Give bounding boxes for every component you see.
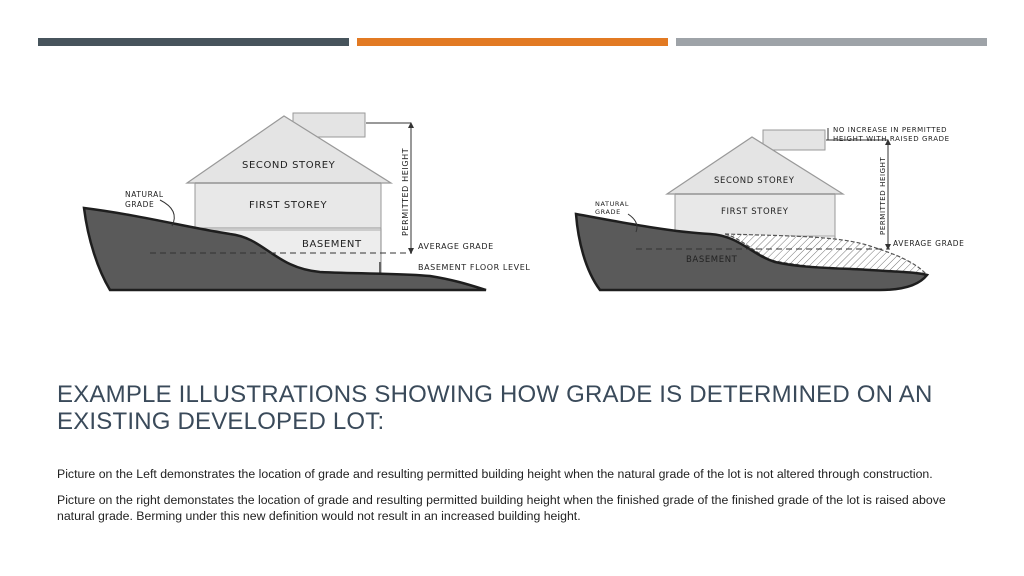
right-natural-grade-label-1: NATURAL (595, 200, 630, 208)
left-natural-grade-label-2: GRADE (125, 200, 155, 209)
left-permitted-height-label: PERMITTED HEIGHT (401, 147, 410, 236)
right-average-grade-label: AVERAGE GRADE (893, 239, 965, 248)
right-note-line-2: HEIGHT WITH RAISED GRADE (833, 135, 950, 143)
left-first-storey-label: FIRST STOREY (249, 200, 328, 211)
right-second-storey-label: SECOND STOREY (714, 176, 795, 186)
left-second-storey-label: SECOND STOREY (242, 160, 336, 171)
right-permitted-height-label: PERMITTED HEIGHT (879, 156, 887, 235)
right-note-line-1: NO INCREASE IN PERMITTED (833, 126, 948, 134)
paragraph-left-explanation: Picture on the Left demonstrates the location of grade and resulting permitted building height when the natural grade of the lot is not altered through construction. (57, 467, 933, 481)
right-first-storey-label: FIRST STOREY (721, 207, 789, 217)
left-natural-grade-label-1: NATURAL (125, 190, 164, 199)
slide-title: EXAMPLE ILLUSTRATIONS SHOWING HOW GRADE IS DETERMINED ON AN EXISTING DEVELOPED LOT: (57, 381, 933, 435)
left-average-grade-label: AVERAGE GRADE (418, 242, 494, 251)
left-basement-floor-level-label: BASEMENT FLOOR LEVEL (418, 263, 531, 272)
right-basement-label: BASEMENT (686, 255, 738, 265)
paragraph-right-explanation: Picture on the right demonstates the location of grade and resulting permitted building height when the finished grade of the finished grade of the lot is raised above natural grade. Berming under this new definition would not result in an increased building height. (57, 493, 946, 523)
left-basement-label: BASEMENT (302, 239, 362, 250)
right-diagram (576, 126, 965, 290)
right-natural-grade-label-2: GRADE (595, 208, 621, 216)
left-diagram (84, 113, 530, 290)
